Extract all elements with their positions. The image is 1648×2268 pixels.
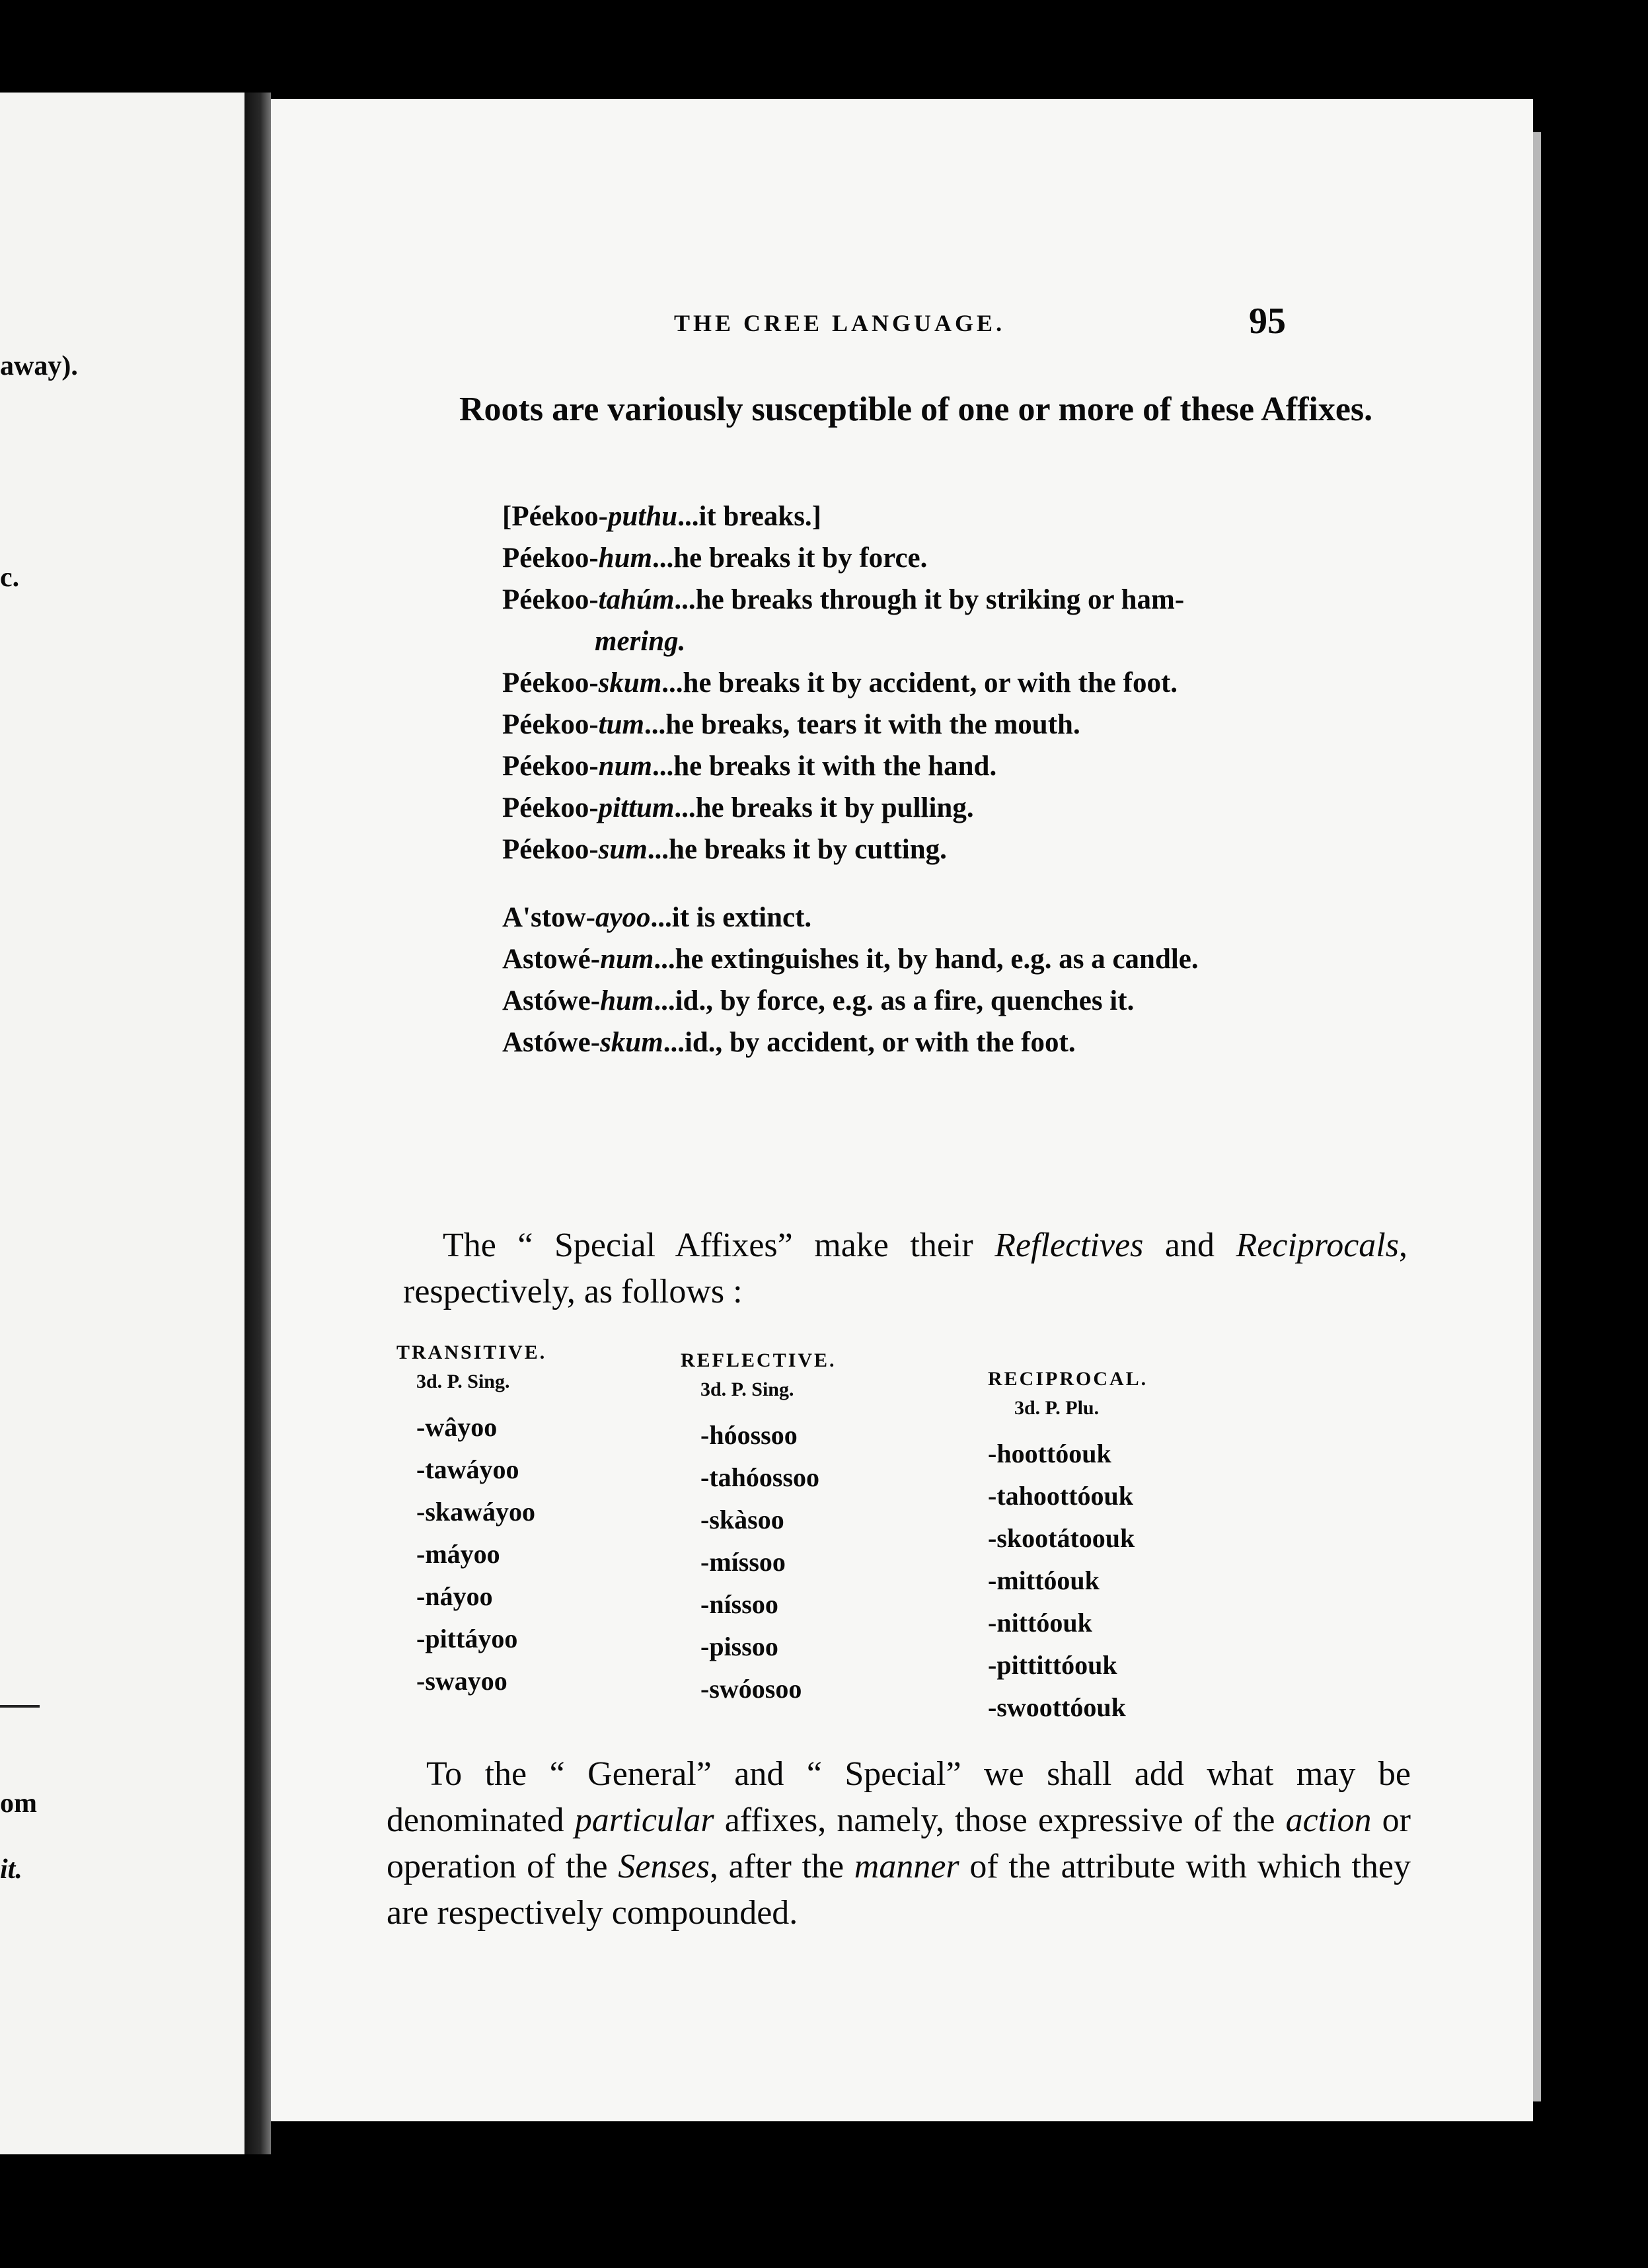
example-line — [502, 938, 1434, 980]
example-root: Astówe- — [502, 1027, 601, 1058]
example-root: Péekoo- — [502, 792, 599, 823]
affix-cell: -níssoo — [700, 1589, 778, 1619]
example-affix: hum — [600, 985, 654, 1016]
example-root: Péekoo- — [502, 834, 599, 865]
example-line — [502, 787, 1434, 829]
facing-page-fragment: it. — [0, 1854, 22, 1885]
reciprocal-column — [988, 1368, 1148, 1729]
affix-cell: -swóosoo — [700, 1674, 802, 1704]
affix-cell: -skawáyoo — [416, 1497, 536, 1527]
example-gloss: ...id., by accident, or with the foot. — [663, 1027, 1076, 1058]
column-subheading: 3d. P. Sing. — [416, 1371, 510, 1392]
example-line — [502, 704, 1434, 745]
affix-cell: -tahóossoo — [700, 1462, 820, 1492]
example-affix: skum — [598, 667, 662, 699]
example-gloss: ...it is extinct. — [650, 902, 812, 933]
example-line — [502, 662, 1434, 704]
column-heading: RECIPROCAL. — [988, 1368, 1148, 1390]
example-gloss: ...he breaks it by pulling. — [674, 792, 974, 823]
example-gloss: ...he breaks it by force. — [652, 543, 928, 574]
column-heading: REFLECTIVE. — [681, 1349, 837, 1371]
example-affix: num — [598, 751, 652, 782]
example-root: Péekoo- — [502, 709, 599, 740]
affix-cell: -swoottóouk — [988, 1692, 1126, 1722]
page-number: 95 — [1249, 301, 1286, 342]
affix-cell: -pittittóouk — [988, 1650, 1117, 1680]
page-edge — [1533, 132, 1541, 2101]
affix-cell: -skootátoouk — [988, 1523, 1135, 1553]
affix-cell: -skàsoo — [700, 1505, 784, 1534]
example-line — [502, 829, 1434, 870]
example-line — [502, 745, 1434, 787]
example-affix: pittum — [598, 792, 675, 823]
intro-paragraph — [420, 387, 1417, 433]
example-line — [502, 980, 1434, 1022]
example-root: Astowé- — [502, 944, 601, 975]
example-root: Péekoo- — [502, 584, 599, 615]
affix-table — [396, 1342, 1388, 1725]
example-root: A'stow- — [502, 902, 595, 933]
example-line — [502, 579, 1434, 621]
affix-cell: -wâyoo — [416, 1412, 498, 1442]
facing-page-fragment: away). — [0, 351, 78, 381]
special-affixes-paragraph — [403, 1223, 1407, 1315]
column-subheading: 3d. P. Plu. — [1014, 1397, 1100, 1419]
intro-text: Roots are variously susceptible of one or more of these Affixes. — [459, 391, 1373, 428]
example-root: Astówe- — [502, 985, 601, 1016]
affix-cell: -máyoo — [416, 1539, 500, 1569]
column-subheading: 3d. P. Sing. — [700, 1379, 794, 1400]
example-affix: skum — [600, 1027, 663, 1058]
paragraph-text: The “ Special Affixes” make their Reflectives and Reciprocals, respectively, as follows : — [403, 1227, 1407, 1310]
facing-page-fragment: c. — [0, 562, 20, 593]
book-gutter — [244, 93, 271, 2154]
affix-cell: -nittóouk — [988, 1608, 1092, 1638]
example-root: Péekoo- — [502, 751, 599, 782]
example-affix: ayoo — [595, 902, 651, 933]
example-affix: sum — [598, 834, 648, 865]
example-gloss: ...he breaks it with the hand. — [652, 751, 997, 782]
affix-cell: -míssoo — [700, 1547, 786, 1577]
example-gloss: ...he breaks, tears it with the mouth. — [644, 709, 1080, 740]
book-page — [271, 99, 1533, 2121]
example-gloss: ...he breaks it by accident, or with the foot. — [661, 667, 1178, 699]
example-root: Péekoo- — [502, 667, 599, 699]
facing-page-fragment: om — [0, 1788, 37, 1819]
affix-cell: -hoottóouk — [988, 1439, 1111, 1468]
example-gloss: ...it breaks.] — [677, 501, 821, 532]
affix-cell: -pittáyoo — [416, 1624, 518, 1653]
example-root: [Péekoo- — [502, 501, 608, 532]
example-continuation: mering. — [595, 626, 686, 657]
example-line — [502, 496, 1434, 537]
affix-cell: -tahoottóouk — [988, 1481, 1134, 1511]
column-heading: TRANSITIVE. — [396, 1342, 547, 1363]
example-gloss: ...he breaks through it by striking or ham- — [674, 584, 1185, 615]
facing-page-rule — [0, 1705, 40, 1708]
affix-cell: -tawáyoo — [416, 1455, 519, 1484]
affix-cell: -hóossoo — [700, 1420, 798, 1450]
page-header — [271, 301, 1533, 356]
affix-cell: -náyoo — [416, 1581, 493, 1611]
paragraph-text: To the “ General” and “ Special” we shall add what may be denominated particular affixes, namely, those expressive of the action or operation of the Senses, after the manner of the attribute with which they are respectively compounded. — [387, 1755, 1411, 1932]
example-line — [502, 1022, 1434, 1063]
example-affix: hum — [598, 543, 652, 574]
transitive-column — [396, 1342, 546, 1702]
example-affix: num — [600, 944, 654, 975]
example-affix: tum — [598, 709, 644, 740]
example-gloss: ...he breaks it by cutting. — [647, 834, 947, 865]
affix-cell: -swayoo — [416, 1666, 507, 1696]
example-gloss: ...he extinguishes it, by hand, e.g. as a candle. — [654, 944, 1199, 975]
example-list — [502, 496, 1434, 1063]
particular-affixes-paragraph — [387, 1751, 1411, 1936]
example-line — [502, 897, 1434, 938]
facing-page — [0, 93, 244, 2154]
running-head: THE CREE LANGUAGE. — [674, 310, 1006, 336]
example-line — [502, 537, 1434, 579]
affix-cell: -pissoo — [700, 1632, 778, 1661]
affix-cell: -mittóouk — [988, 1566, 1100, 1595]
example-affix: puthu — [608, 501, 678, 532]
example-affix: tahúm — [598, 584, 675, 615]
reflective-column — [681, 1349, 837, 1710]
example-root: Péekoo- — [502, 543, 599, 574]
example-gloss: ...id., by force, e.g. as a fire, quenches it. — [654, 985, 1135, 1016]
